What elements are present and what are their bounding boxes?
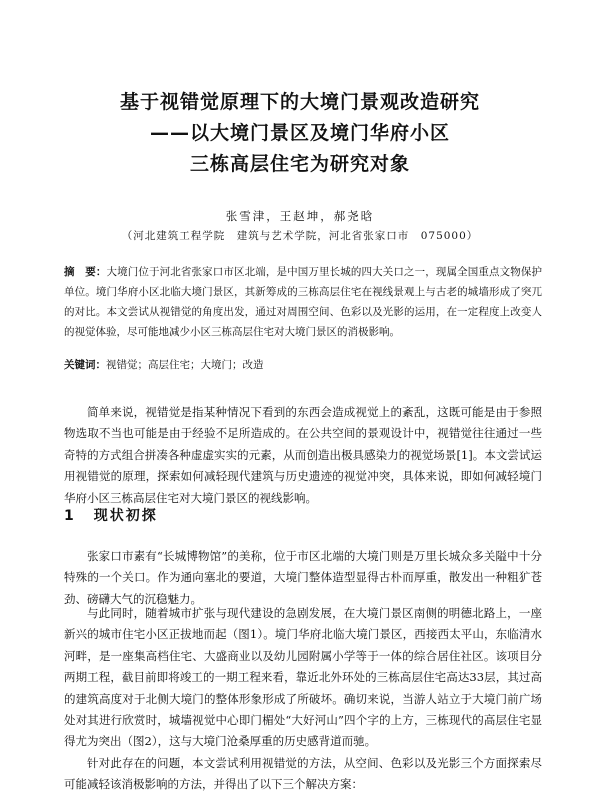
abstract — [64, 262, 542, 342]
section-number: 1 — [64, 508, 76, 524]
body-paragraph-3: 针对此存在的问题，本文尝试利用视错觉的方法，从空间、色彩以及光影三个方面探索尽可能减轻该消极影响的方法，并得出了以下三个解决方案： — [64, 756, 542, 792]
keywords — [64, 355, 542, 375]
author-list: 张雪津，王赵坤，郝尧晗 — [225, 209, 375, 223]
paper-title-line-1: 基于视错觉原理下的大境门景观改造研究 — [119, 91, 480, 113]
keywords-text: 视错觉；高层住宅；大境门；改造 — [106, 359, 264, 371]
body-paragraph-2: 与此同时，随着城市扩张与现代建设的急剧发展，在大境门景区南侧的明德北路上，一座新兴的城市住宅小区正拔地而起（图1）。境门华府北临大境门景区，西接西太平山，东临清水河畔，是一座集高档住宅、大盛商业以及幼儿园附属小学等于一体的综合居住社区。该项目分两期工程，截目前即将竣工的一期工程来看，靠近北外环处的三栋高层住宅高达33层，其过高的建筑高度对于北侧大境门的整体形象形成了所破坏。确切来说，当游人站立于大境门前广场处对其进行欣赏时，城墙视觉中心即门楣处“大好河山”四个字的上方，三栋现代的高层住宅显得尤为突出（图2），这与大境门沧桑厚重的历史感背道而驰。 — [64, 606, 542, 749]
paper-title-line-2: ——以大境门景区及境门华府小区 — [149, 122, 450, 144]
keywords-label: 关键词： — [64, 359, 106, 371]
paper-title-line-3: 三栋高层住宅为研究对象 — [189, 153, 410, 175]
abstract-label: 摘 要： — [64, 266, 107, 278]
abstract-text: 大境门位于河北省张家口市区北端，是中国万里长城的四大关口之一，现属全国重点文物保护单位。境门华府小区北临大境门景区，其新筹成的三栋高层住宅在视线景观上与古老的城墙形成了突兀的对比。本文尝试从视错觉的角度出发，通过对周围空间、色彩以及光影的运用，在一定程度上改变人的视觉体验，尽可能地减少小区三栋高层住宅对大境门景区的消极影响。 — [64, 266, 542, 338]
author-affiliation: （河北建筑工程学院 建筑与艺术学院，河北省张家口市 075000） — [121, 230, 479, 242]
section-heading — [64, 505, 158, 525]
section-title: 现状初探 — [93, 508, 158, 524]
intro-paragraph: 简单来说，视错觉是指某种情况下看到的东西会造成视觉上的紊乱，这既可能是由于参照物选取不当也可能是由于经验不足所造成的。在公共空间的景观设计中，视错觉往往通过一些奇特的方式组合拼凑各种虚虚实实的元素，从而创造出极具感染力的视觉场景[1]。本文尝试运用视错觉的原理，探索如何减轻现代建筑与历史遗迹的视觉冲突，具体来说，即如何减轻境门华府小区三栋高层住宅对大境门景区的视线影响。 — [64, 405, 542, 505]
body-paragraph-1: 张家口市素有“长城博物馆”的美称，位于市区北端的大境门则是万里长城众多关隘中十分特殊的一个关口。作为通向塞北的要道，大境门整体造型显得古朴而厚重，散发出一种粗犷苍劲、磅礴大气的沉稳魅力。 — [64, 549, 542, 606]
